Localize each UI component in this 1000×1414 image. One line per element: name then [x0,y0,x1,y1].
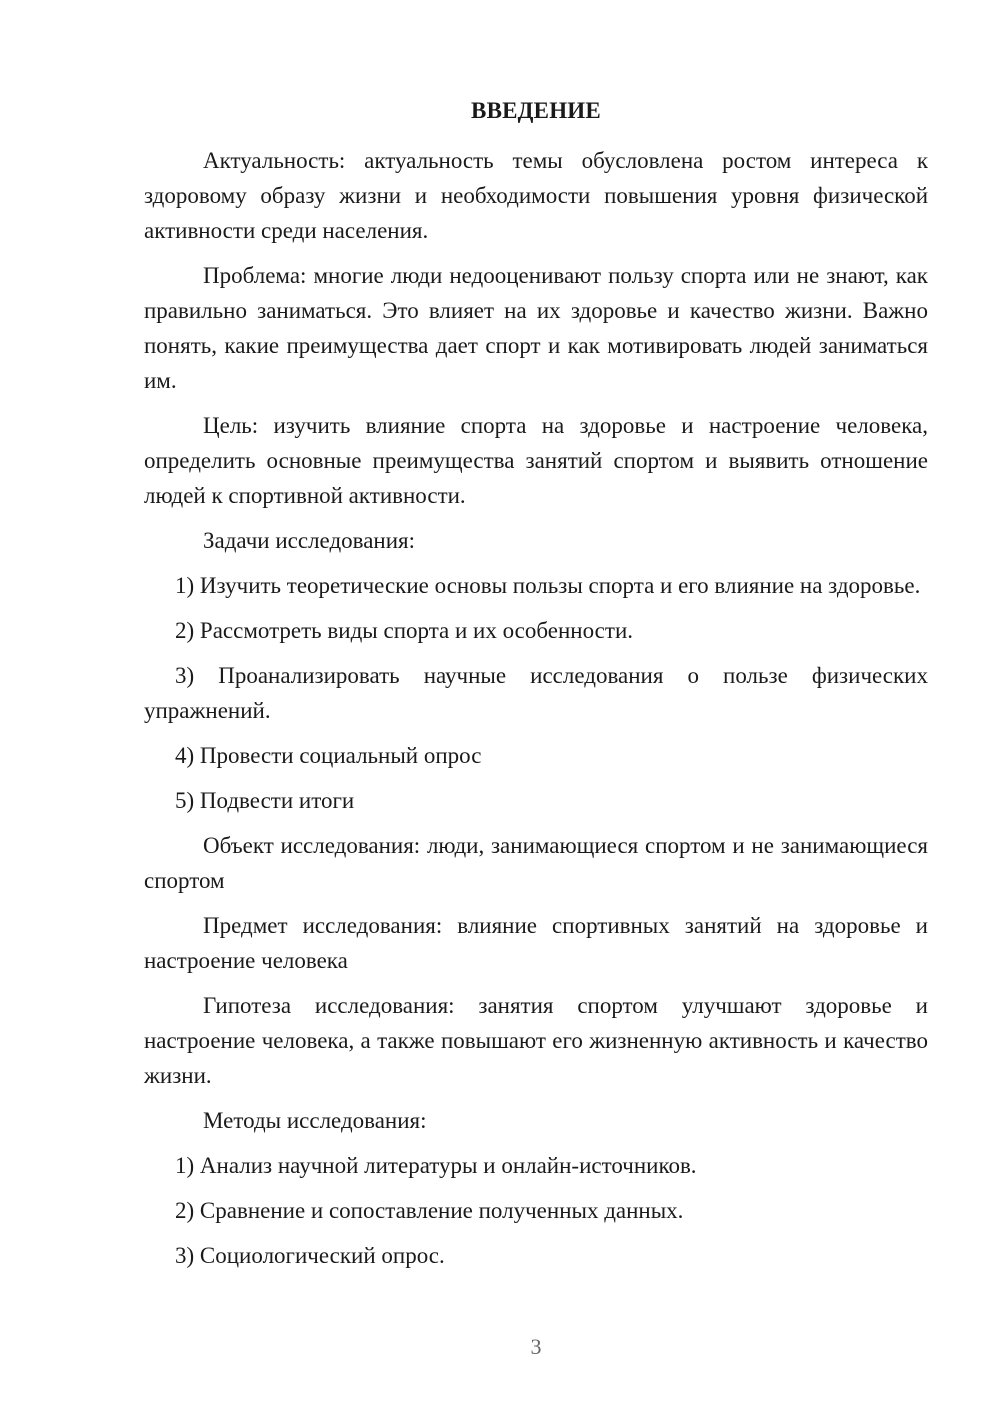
page-number: 3 [530,1334,542,1359]
goal-paragraph: Цель: изучить влияние спорта на здоровье и настроение человека, определить основные преимущества занятий спортом и выявить отношение людей к спортивной активности. [144,413,928,508]
research-object-paragraph: Объект исследования: люди, занимающиеся спортом и не занимающиеся спортом [144,833,928,893]
page-title: ВВЕДЕНИЕ [471,98,601,123]
document-body [144,143,928,1283]
method-item: 3) Социологический опрос. [175,1243,445,1268]
method-item: 1) Анализ научной литературы и онлайн-источников. [175,1153,697,1178]
task-item: 4) Провести социальный опрос [175,743,482,768]
task-item: 3) Проанализировать научные исследования о пользе физических упражнений. [144,663,928,723]
task-item: 5) Подвести итоги [175,788,355,813]
task-item: 1) Изучить теоретические основы пользы спорта и его влияние на здоровье. [175,573,921,598]
tasks-heading: Задачи исследования: [203,528,416,553]
research-subject-paragraph: Предмет исследования: влияние спортивных занятий на здоровье и настроение человека [144,913,928,973]
hypothesis-paragraph: Гипотеза исследования: занятия спортом улучшают здоровье и настроение человека, а также повышают его жизненную активность и качество жизни. [144,993,928,1088]
relevance-paragraph: Актуальность: актуальность темы обусловлена ростом интереса к здоровому образу жизни и необходимости повышения уровня физической активности среди населения. [144,148,928,243]
task-item: 2) Рассмотреть виды спорта и их особенности. [175,618,634,643]
methods-heading: Методы исследования: [203,1108,427,1133]
problem-paragraph: Проблема: многие люди недооценивают пользу спорта или не знают, как правильно заниматься. Это влияет на их здоровье и качество жизни. Важно понять, какие преимущества дает спорт и как мотивировать людей заниматься им. [144,263,928,393]
method-item: 2) Сравнение и сопоставление полученных данных. [175,1198,684,1223]
